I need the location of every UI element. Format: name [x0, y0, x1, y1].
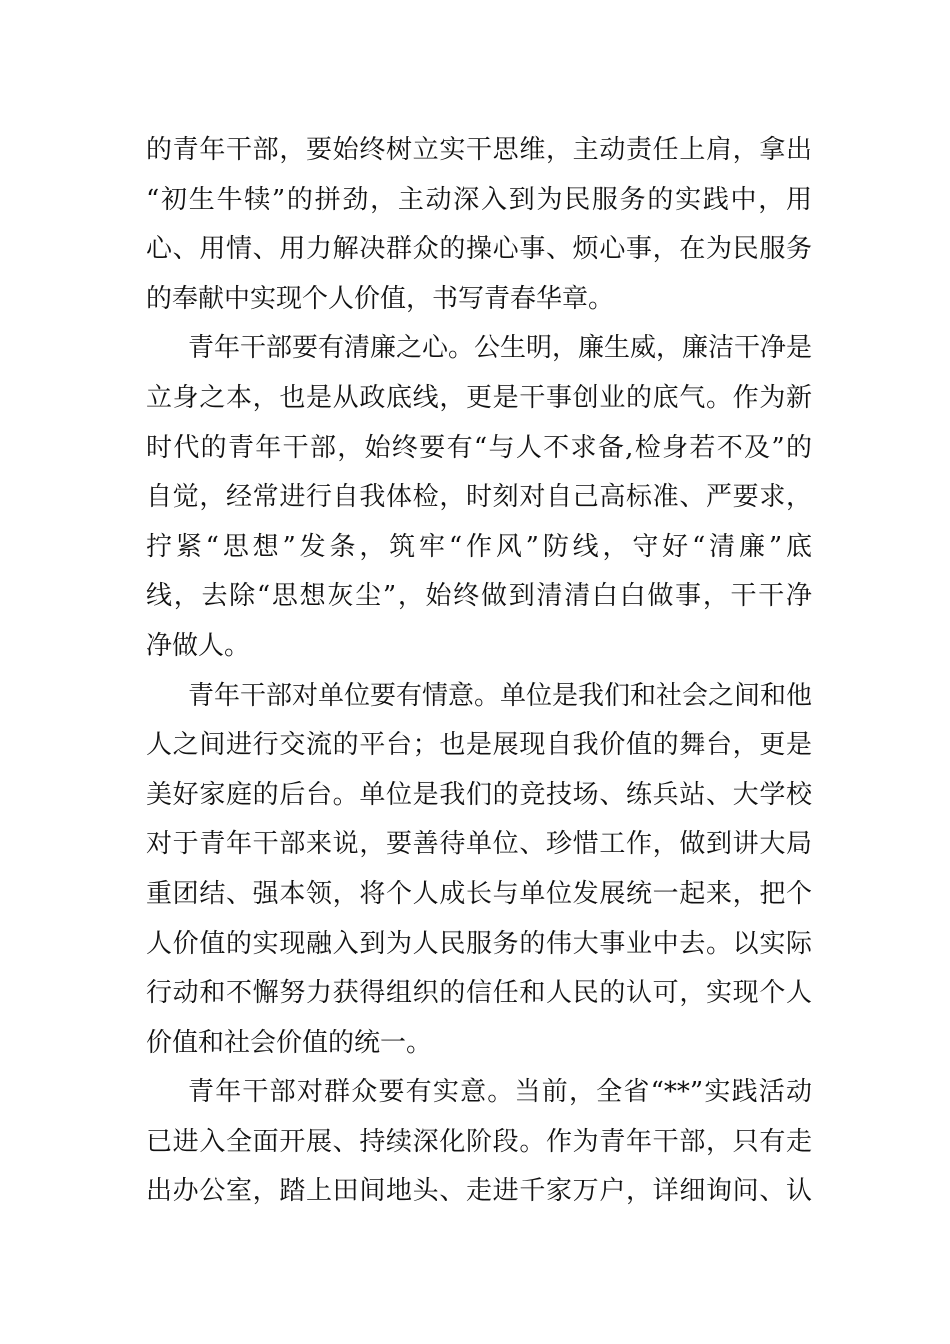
text-line: “初生牛犊”的拼劲，主动深入到为民服务的实践中，用 [146, 184, 812, 215]
text-line: 人价值的实现融入到为人民服务的伟大事业中去。以实际 [146, 928, 812, 959]
text-line: 价值和社会价值的统一。 [146, 1027, 433, 1058]
text-line: 的奉献中实现个人价值，书写青春华章。 [146, 283, 615, 314]
text-line: 净做人。 [146, 630, 251, 661]
text-line: 对于青年干部来说，要善待单位、珍惜工作，做到讲大局 [146, 829, 812, 860]
body-text [146, 126, 812, 1217]
text-line: 青年干部要有清廉之心。公生明，廉生威，廉洁干净是 [188, 333, 813, 364]
text-line: 出办公室，踏上田间地头、走进千家万户，详细询问、认 [146, 1176, 812, 1207]
text-line: 行动和不懈努力获得组织的信任和人民的认可，实现个人 [146, 978, 812, 1009]
text-line: 拧紧“思想”发条，筑牢“作风”防线，守好“清廉”底 [146, 531, 812, 562]
text-line: 心、用情、用力解决群众的操心事、烦心事，在为民服务 [146, 234, 812, 265]
text-line: 已进入全面开展、持续深化阶段。作为青年干部，只有走 [146, 1126, 812, 1157]
text-line: 美好家庭的后台。单位是我们的竞技场、练兵站、大学校 [146, 779, 812, 810]
text-line: 青年干部对群众要有实意。当前，全省“**”实践活动 [188, 1077, 812, 1108]
text-line: 重团结、强本领，将个人成长与单位发展统一起来，把个 [146, 878, 812, 909]
text-line: 线，去除“思想灰尘”，始终做到清清白白做事，干干净 [146, 581, 812, 612]
text-line: 立身之本，也是从政底线，更是干事创业的底气。作为新 [146, 382, 812, 413]
text-line: 的青年干部，要始终树立实干思维，主动责任上肩，拿出 [146, 135, 812, 165]
text-line: 青年干部对单位要有情意。单位是我们和社会之间和他 [188, 680, 813, 711]
text-line: 自觉，经常进行自我体检，时刻对自己高标准、严要求， [146, 482, 812, 513]
text-line: 人之间进行交流的平台；也是展现自我价值的舞台，更是 [146, 730, 812, 761]
text-line: 时代的青年干部，始终要有“与人不求备,检身若不及”的 [146, 432, 812, 463]
